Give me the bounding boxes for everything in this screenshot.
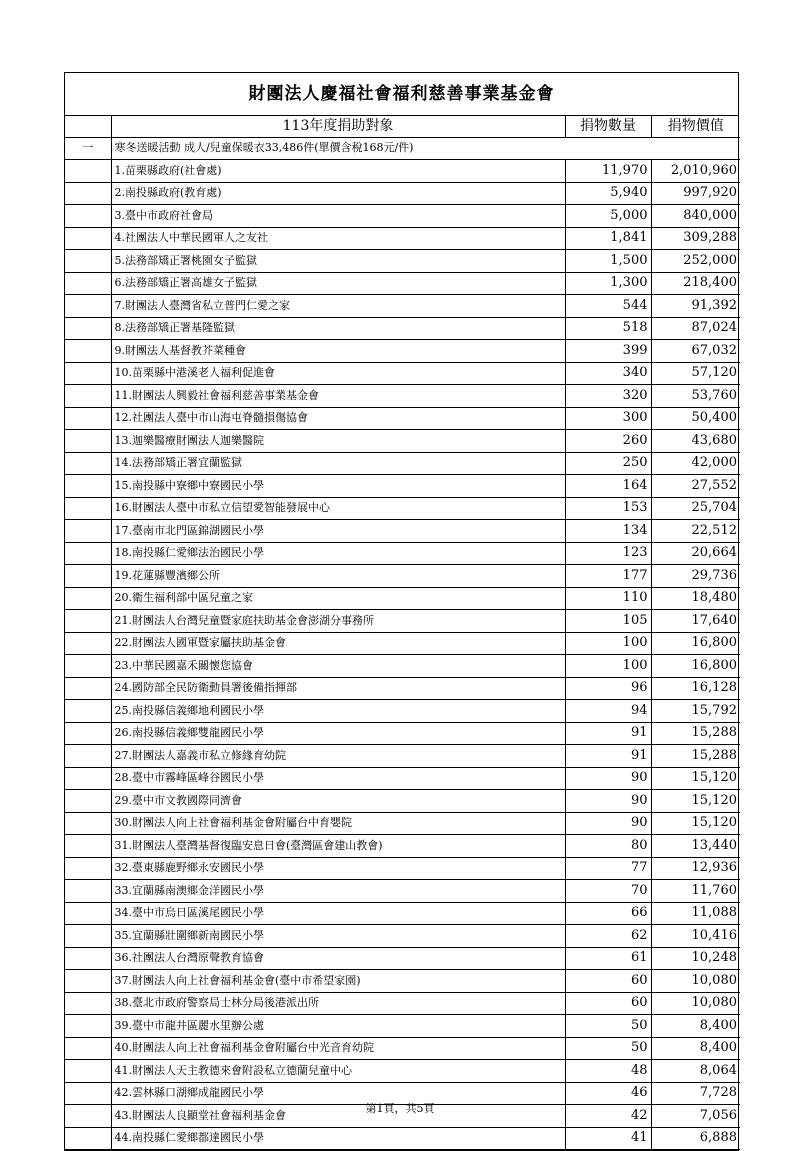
donation-value: 6,888	[651, 1127, 740, 1150]
donation-value: 29,736	[651, 565, 740, 588]
donation-value: 997,920	[651, 182, 740, 205]
row-index-cell	[65, 340, 111, 363]
donation-qty: 77	[565, 857, 651, 880]
donation-value: 13,440	[651, 835, 740, 858]
table-row	[65, 925, 740, 948]
recipient-name: 39.臺中市龍井區麗水里辦公處	[111, 1015, 565, 1038]
row-index-cell	[65, 812, 111, 835]
table-row	[65, 182, 740, 205]
donation-value: 43,680	[651, 430, 740, 453]
donation-qty: 250	[565, 452, 651, 475]
table-row	[65, 970, 740, 993]
donation-qty: 5,940	[565, 182, 651, 205]
recipient-name: 27.財團法人嘉義市私立修緣育幼院	[111, 745, 565, 768]
header-index-cell	[65, 116, 111, 137]
row-index-cell	[65, 565, 111, 588]
recipient-name: 24.國防部全民防衛動員署後備指揮部	[111, 677, 565, 700]
recipient-name: 32.臺東縣鹿野鄉永安國民小學	[111, 857, 565, 880]
table-row	[65, 677, 740, 700]
row-index-cell	[65, 610, 111, 633]
donation-qty: 48	[565, 1060, 651, 1083]
donation-value: 15,288	[651, 722, 740, 745]
row-index-cell	[65, 452, 111, 475]
donation-sheet	[64, 72, 739, 1151]
donation-value: 10,248	[651, 947, 740, 970]
donation-value: 15,120	[651, 767, 740, 790]
donation-qty: 110	[565, 587, 651, 610]
recipient-name: 17.臺南市北門區錦湖國民小學	[111, 520, 565, 543]
organization-title: 財團法人慶福社會福利慈善事業基金會	[65, 73, 738, 116]
section-empty-qty	[565, 137, 651, 160]
recipient-name: 15.南投縣中寮鄉中寮國民小學	[111, 475, 565, 498]
donation-qty: 1,500	[565, 250, 651, 273]
row-index-cell	[65, 722, 111, 745]
row-index-cell	[65, 655, 111, 678]
recipient-name: 35.宜蘭縣壯圍鄉新南國民小學	[111, 925, 565, 948]
table-row	[65, 1015, 740, 1038]
section-description: 寒冬送暖活動 成人/兒童保暖衣33,486件(單價含稅168元/件)	[111, 137, 565, 160]
donation-value: 15,288	[651, 745, 740, 768]
donation-table	[65, 116, 740, 1150]
recipient-name: 25.南投縣信義鄉地利國民小學	[111, 700, 565, 723]
section-index: 一	[65, 137, 111, 160]
recipient-name: 23.中華民國嘉禾關懷您協會	[111, 655, 565, 678]
row-index-cell	[65, 992, 111, 1015]
donation-qty: 91	[565, 722, 651, 745]
donation-qty: 94	[565, 700, 651, 723]
donation-qty: 60	[565, 970, 651, 993]
section-row	[65, 137, 740, 160]
table-row	[65, 362, 740, 385]
donation-value: 27,552	[651, 475, 740, 498]
row-index-cell	[65, 970, 111, 993]
row-index-cell	[65, 407, 111, 430]
row-index-cell	[65, 700, 111, 723]
donation-qty: 11,970	[565, 160, 651, 183]
recipient-name: 36.社團法人台灣原聲教育協會	[111, 947, 565, 970]
table-row	[65, 902, 740, 925]
recipient-name: 20.衛生福利部中區兒童之家	[111, 587, 565, 610]
row-index-cell	[65, 880, 111, 903]
donation-qty: 544	[565, 295, 651, 318]
donation-value: 11,760	[651, 880, 740, 903]
donation-value: 15,120	[651, 790, 740, 813]
table-row	[65, 272, 740, 295]
table-row	[65, 947, 740, 970]
donation-value: 57,120	[651, 362, 740, 385]
recipient-name: 34.臺中市烏日區溪尾國民小學	[111, 902, 565, 925]
donation-qty: 66	[565, 902, 651, 925]
row-index-cell	[65, 677, 111, 700]
recipient-name: 18.南投縣仁愛鄉法治國民小學	[111, 542, 565, 565]
page-footer: 第1頁，共5頁	[365, 1102, 435, 1115]
row-index-cell	[65, 767, 111, 790]
row-index-cell	[65, 475, 111, 498]
row-index-cell	[65, 1060, 111, 1083]
donation-qty: 46	[565, 1082, 651, 1105]
row-index-cell	[65, 250, 111, 273]
recipient-name: 19.花蓮縣豐濱鄉公所	[111, 565, 565, 588]
recipient-name: 3.臺中市政府社會局	[111, 205, 565, 228]
recipient-name: 9.財團法人基督教芥菜種會	[111, 340, 565, 363]
row-index-cell	[65, 205, 111, 228]
donation-value: 15,120	[651, 812, 740, 835]
recipient-name: 40.財團法人向上社會福利基金會附屬台中光音育幼院	[111, 1037, 565, 1060]
row-index-cell	[65, 520, 111, 543]
table-row	[65, 767, 740, 790]
donation-value: 12,936	[651, 857, 740, 880]
donation-qty: 100	[565, 655, 651, 678]
table-row	[65, 565, 740, 588]
row-index-cell	[65, 385, 111, 408]
recipient-name: 10.苗栗縣中港溪老人福利促進會	[111, 362, 565, 385]
donation-value: 53,760	[651, 385, 740, 408]
donation-value: 840,000	[651, 205, 740, 228]
row-index-cell	[65, 272, 111, 295]
table-row	[65, 857, 740, 880]
donation-qty: 50	[565, 1015, 651, 1038]
row-index-cell	[65, 790, 111, 813]
table-row	[65, 587, 740, 610]
recipient-name: 44.南投縣仁愛鄉都達國民小學	[111, 1127, 565, 1150]
recipient-name: 4.社團法人中華民國軍人之友社	[111, 227, 565, 250]
donation-qty: 80	[565, 835, 651, 858]
row-index-cell	[65, 902, 111, 925]
value-heading: 捐物價值	[651, 116, 740, 137]
recipient-name: 12.社團法人臺中市山海屯脊髓損傷協會	[111, 407, 565, 430]
donation-value: 10,080	[651, 970, 740, 993]
donation-qty: 1,300	[565, 272, 651, 295]
donation-qty: 260	[565, 430, 651, 453]
table-row	[65, 1060, 740, 1083]
table-row	[65, 227, 740, 250]
table-row	[65, 497, 740, 520]
row-index-cell	[65, 160, 111, 183]
donation-qty: 62	[565, 925, 651, 948]
table-row	[65, 452, 740, 475]
row-index-cell	[65, 1037, 111, 1060]
table-row	[65, 700, 740, 723]
recipient-name: 6.法務部矯正署高雄女子監獄	[111, 272, 565, 295]
donation-value: 91,392	[651, 295, 740, 318]
recipient-name: 37.財團法人向上社會福利基金會(臺中市希望家園)	[111, 970, 565, 993]
recipient-name: 31.財團法人臺灣基督復臨安息日會(臺灣區會建山教會)	[111, 835, 565, 858]
donation-value: 8,064	[651, 1060, 740, 1083]
donation-value: 11,088	[651, 902, 740, 925]
recipient-name: 41.財團法人天主教德來會附設私立德蘭兒童中心	[111, 1060, 565, 1083]
recipient-name: 22.財團法人國軍暨家屬扶助基金會	[111, 632, 565, 655]
donation-qty: 105	[565, 610, 651, 633]
row-index-cell	[65, 835, 111, 858]
table-row	[65, 745, 740, 768]
donation-qty: 42	[565, 1105, 651, 1128]
recipient-name: 14.法務部矯正署宜蘭監獄	[111, 452, 565, 475]
donation-value: 218,400	[651, 272, 740, 295]
donation-qty: 320	[565, 385, 651, 408]
table-row	[65, 812, 740, 835]
row-index-cell	[65, 587, 111, 610]
row-index-cell	[65, 182, 111, 205]
donation-qty: 70	[565, 880, 651, 903]
donation-qty: 123	[565, 542, 651, 565]
donation-value: 67,032	[651, 340, 740, 363]
table-row	[65, 250, 740, 273]
table-row	[65, 160, 740, 183]
donation-value: 7,728	[651, 1082, 740, 1105]
row-index-cell	[65, 227, 111, 250]
donation-value: 2,010,960	[651, 160, 740, 183]
recipient-name: 28.臺中市霧峰區峰谷國民小學	[111, 767, 565, 790]
table-row	[65, 295, 740, 318]
recipient-name: 38.臺北市政府警察局士林分局後港派出所	[111, 992, 565, 1015]
donation-value: 42,000	[651, 452, 740, 475]
row-index-cell	[65, 497, 111, 520]
donation-qty: 60	[565, 992, 651, 1015]
table-row	[65, 790, 740, 813]
row-index-cell	[65, 430, 111, 453]
table-row	[65, 722, 740, 745]
donation-qty: 518	[565, 317, 651, 340]
table-row	[65, 385, 740, 408]
donation-value: 16,128	[651, 677, 740, 700]
table-header-row	[65, 116, 740, 137]
row-index-cell	[65, 542, 111, 565]
table-row	[65, 317, 740, 340]
donation-value: 20,664	[651, 542, 740, 565]
row-index-cell	[65, 745, 111, 768]
table-row	[65, 520, 740, 543]
donation-value: 16,800	[651, 655, 740, 678]
donation-qty: 1,841	[565, 227, 651, 250]
recipient-name: 43.財團法人良顯堂社會福利基金會	[111, 1105, 565, 1128]
donation-qty: 153	[565, 497, 651, 520]
donation-value: 22,512	[651, 520, 740, 543]
donation-value: 309,288	[651, 227, 740, 250]
donation-qty: 96	[565, 677, 651, 700]
donation-qty: 90	[565, 790, 651, 813]
recipient-name: 2.南投縣政府(教育處)	[111, 182, 565, 205]
donation-qty: 399	[565, 340, 651, 363]
recipient-name: 30.財團法人向上社會福利基金會附屬台中育嬰院	[111, 812, 565, 835]
donation-value: 10,080	[651, 992, 740, 1015]
table-row	[65, 610, 740, 633]
table-row	[65, 655, 740, 678]
recipient-name: 11.財團法人興毅社會福利慈善事業基金會	[111, 385, 565, 408]
row-index-cell	[65, 632, 111, 655]
row-index-cell	[65, 925, 111, 948]
donation-value: 7,056	[651, 1105, 740, 1128]
donation-qty: 61	[565, 947, 651, 970]
row-index-cell	[65, 1127, 111, 1150]
row-index-cell	[65, 947, 111, 970]
recipient-name: 26.南投縣信義鄉雙龍國民小學	[111, 722, 565, 745]
row-index-cell	[65, 1015, 111, 1038]
donation-value: 15,792	[651, 700, 740, 723]
table-row	[65, 430, 740, 453]
donation-qty: 90	[565, 812, 651, 835]
donation-qty: 164	[565, 475, 651, 498]
donation-value: 252,000	[651, 250, 740, 273]
row-index-cell	[65, 857, 111, 880]
recipient-name: 33.宜蘭縣南澳鄉金洋國民小學	[111, 880, 565, 903]
donation-value: 16,800	[651, 632, 740, 655]
table-row	[65, 632, 740, 655]
donation-qty: 5,000	[565, 205, 651, 228]
recipient-name: 5.法務部矯正署桃園女子監獄	[111, 250, 565, 273]
table-row	[65, 1037, 740, 1060]
table-row	[65, 835, 740, 858]
recipient-name: 7.財團法人臺灣省私立普門仁愛之家	[111, 295, 565, 318]
donation-value: 8,400	[651, 1015, 740, 1038]
table-row	[65, 992, 740, 1015]
donation-qty: 41	[565, 1127, 651, 1150]
row-index-cell	[65, 362, 111, 385]
donation-value: 50,400	[651, 407, 740, 430]
donation-qty: 177	[565, 565, 651, 588]
table-row	[65, 1127, 740, 1150]
donation-qty: 300	[565, 407, 651, 430]
section-empty-value	[651, 137, 740, 160]
donation-value: 8,400	[651, 1037, 740, 1060]
recipient-name: 1.苗栗縣政府(社會處)	[111, 160, 565, 183]
table-row	[65, 205, 740, 228]
donation-value: 10,416	[651, 925, 740, 948]
recipient-name: 42.雲林縣口湖鄉成龍國民小學	[111, 1082, 565, 1105]
donation-qty: 50	[565, 1037, 651, 1060]
donation-value: 25,704	[651, 497, 740, 520]
donation-value: 18,480	[651, 587, 740, 610]
donation-value: 17,640	[651, 610, 740, 633]
row-index-cell	[65, 317, 111, 340]
donation-qty: 340	[565, 362, 651, 385]
recipient-name: 8.法務部矯正署基隆監獄	[111, 317, 565, 340]
year-heading: 113年度捐助對象	[111, 116, 565, 137]
table-row	[65, 340, 740, 363]
donation-qty: 134	[565, 520, 651, 543]
recipient-name: 21.財團法人台灣兒童暨家庭扶助基金會澎湖分事務所	[111, 610, 565, 633]
donation-qty: 91	[565, 745, 651, 768]
donation-qty: 90	[565, 767, 651, 790]
table-row	[65, 542, 740, 565]
recipient-name: 13.迦樂醫療財團法人迦樂醫院	[111, 430, 565, 453]
table-row	[65, 475, 740, 498]
donation-value: 87,024	[651, 317, 740, 340]
table-row	[65, 880, 740, 903]
recipient-name: 29.臺中市文教國際同濟會	[111, 790, 565, 813]
donation-qty: 100	[565, 632, 651, 655]
recipient-name: 16.財團法人臺中市私立信望愛智能發展中心	[111, 497, 565, 520]
row-index-cell	[65, 295, 111, 318]
qty-heading: 捐物數量	[565, 116, 651, 137]
table-row	[65, 407, 740, 430]
